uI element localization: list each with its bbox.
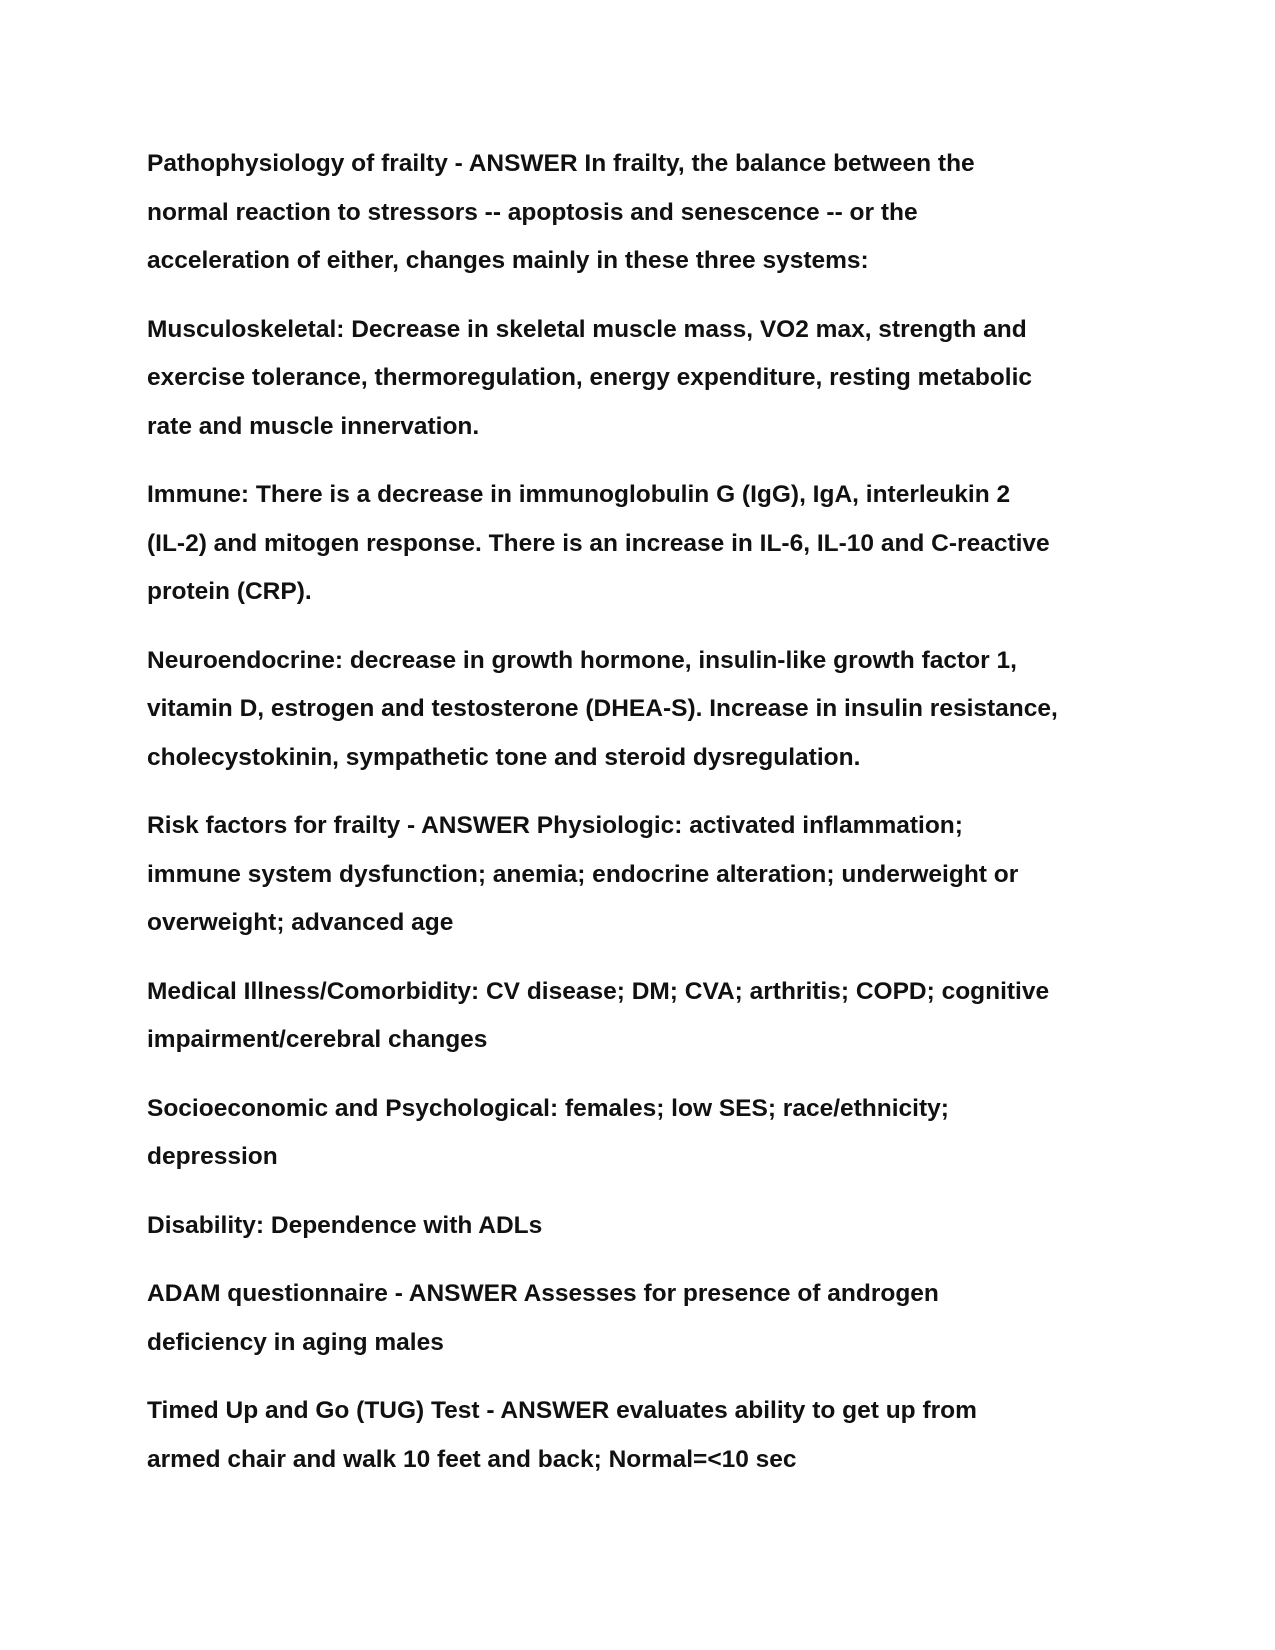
paragraph-immune: [147, 471, 1132, 617]
text-line: rate and muscle innervation.: [147, 412, 480, 440]
paragraph-adam-questionnaire: [147, 1270, 1132, 1367]
paragraph-pathophysiology-of-frailty: [147, 140, 1132, 286]
text-line: depression: [147, 1143, 278, 1170]
paragraph-disability: [147, 1202, 1132, 1251]
text-line: immune system dysfunction; anemia; endocrine alteration; underweight or: [147, 860, 1019, 888]
text-line: deficiency in aging males: [147, 1328, 444, 1356]
text-line: (IL-2) and mitogen response. There is an increase in IL-6, IL-10 and C-reactive: [147, 529, 1050, 557]
text-line: cholecystokinin, sympathetic tone and steroid dysregulation.: [147, 743, 861, 771]
paragraph-musculoskeletal: [147, 306, 1132, 452]
text-line: acceleration of either, changes mainly in these three systems:: [147, 247, 869, 274]
text-line: normal reaction to stressors -- apoptosis and senescence -- or the: [147, 198, 918, 226]
paragraph-neuroendocrine: [147, 637, 1132, 783]
paragraph-medical-illness-comorbidity: [147, 968, 1132, 1065]
paragraph-timed-up-and-go-test: [147, 1387, 1132, 1484]
text-line: impairment/cerebral changes: [147, 1026, 488, 1053]
text-line: Socioeconomic and Psychological: females; low SES; race/ethnicity;: [147, 1094, 949, 1122]
text-line: Timed Up and Go (TUG) Test - ANSWER evaluates ability to get up from: [147, 1397, 977, 1424]
text-line: armed chair and walk 10 feet and back; Normal=<10 sec: [147, 1445, 797, 1473]
text-line: Risk factors for frailty - ANSWER Physiologic: activated inflammation;: [147, 812, 963, 839]
text-line: vitamin D, estrogen and testosterone (DHEA-S). Increase in insulin resistance,: [147, 695, 1058, 722]
text-line: Neuroendocrine: decrease in growth hormone, insulin-like growth factor 1,: [147, 646, 1017, 674]
text-line: Immune: There is a decrease in immunoglobulin G (IgG), IgA, interleukin 2: [147, 481, 1011, 508]
text-line: Medical Illness/Comorbidity: CV disease; DM; CVA; arthritis; COPD; cognitive: [147, 977, 1050, 1005]
document-body: [147, 140, 1132, 1504]
text-line: Pathophysiology of frailty - ANSWER In frailty, the balance between the: [147, 150, 975, 177]
paragraph-risk-factors-for-frailty: [147, 802, 1132, 948]
text-line: ADAM questionnaire - ANSWER Assesses for presence of androgen: [147, 1280, 939, 1307]
text-line: overweight; advanced age: [147, 909, 454, 936]
text-line: exercise tolerance, thermoregulation, energy expenditure, resting metabolic: [147, 364, 1033, 391]
text-line: Disability: Dependence with ADLs: [147, 1211, 543, 1239]
text-line: Musculoskeletal: Decrease in skeletal muscle mass, VO2 max, strength and: [147, 315, 1027, 343]
paragraph-socioeconomic-psychological: [147, 1085, 1132, 1182]
text-line: protein (CRP).: [147, 578, 312, 605]
